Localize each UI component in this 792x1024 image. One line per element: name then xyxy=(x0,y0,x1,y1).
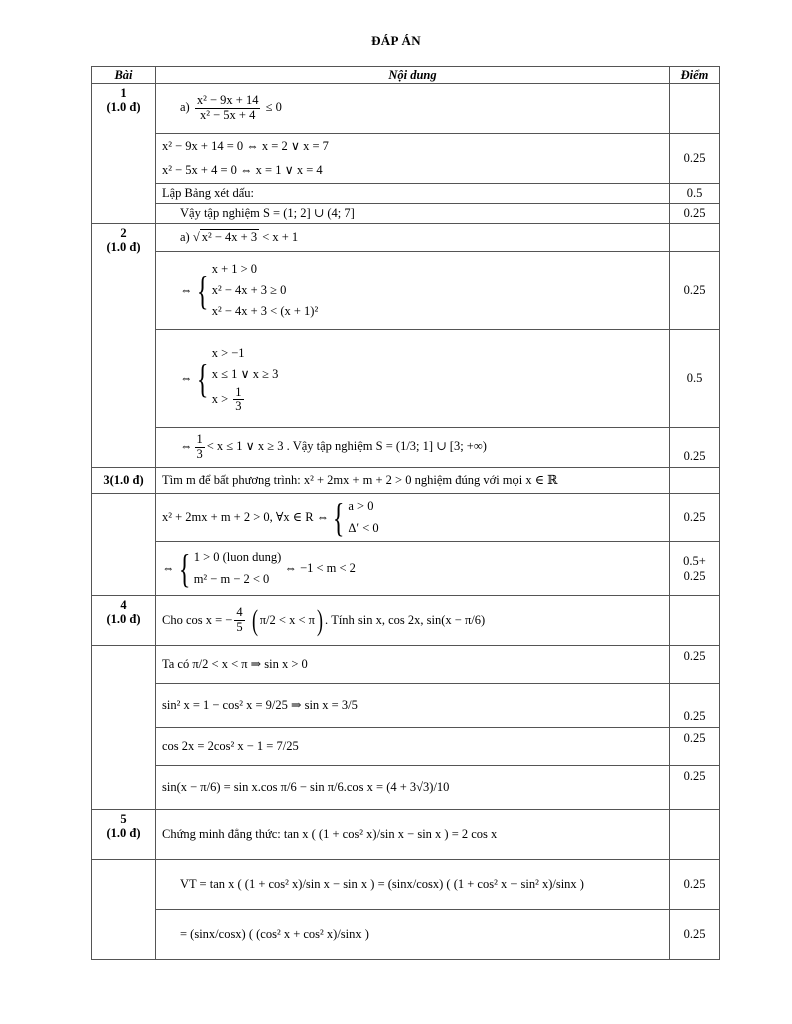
q1-row-roots: x² − 9x + 14 = 0 ⇔ x = 2 ∨ x = 7 x² − 5x + 4 = 0 ⇔ x = 1 ∨ x = 4 0.25 xyxy=(92,134,720,184)
q3-score-2: 0.5+ 0.25 xyxy=(670,542,720,596)
q1-score-2: 0.5 xyxy=(670,184,720,204)
q4-score-2: 0.25 xyxy=(670,684,720,728)
q2-row-prompt: 2 (1.0 đ) a) √ x² − 4x + 3 < x + 1 xyxy=(92,224,720,252)
q3-row-result: ⇔ { 1 > 0 (luon dung) m² − m − 2 < 0 ⇔ −1 < m < 2 0.5+ 0.25 xyxy=(92,542,720,596)
q4-row-sin: sin² x = 1 − cos² x = 9/25 ⇒ sin x = 3/5 0.25 xyxy=(92,684,720,728)
answer-table xyxy=(91,66,720,960)
q5-number: 5 (1.0 đ) xyxy=(92,810,156,860)
q1-score-3: 0.25 xyxy=(670,204,720,224)
q4-score-4: 0.25 xyxy=(670,766,720,810)
q4-row-sinshift: sin(x − π/6) = sin x.cos π/6 − sin π/6.cos x = (4 + 3√3)/10 0.25 xyxy=(92,766,720,810)
q5-row-simplify: = (sinx/cosx) ( (cos² x + cos² x)/sinx ) 0.25 xyxy=(92,910,720,960)
q4-score-3: 0.25 xyxy=(670,728,720,766)
q1-number: 1 (1.0 đ) xyxy=(92,84,156,224)
q4-row-cos2x: cos 2x = 2cos² x − 1 = 7/25 0.25 xyxy=(92,728,720,766)
q2-row-solution: ⇔ $\frac{1}{3}$ < x ≤ 1 ∨ x ≥ 3 . Vậy tập nghiệm S = (1/3; 1] ∪ [3; +∞) 0.25 xyxy=(92,428,720,468)
q4-row-sign: Ta có π/2 < x < π ⇒ sin x > 0 0.25 xyxy=(92,646,720,684)
q5-score-1: 0.25 xyxy=(670,860,720,910)
q2-row-system1 xyxy=(92,252,720,330)
q2-number: 2 (1.0 đ) xyxy=(92,224,156,468)
q3-row-prompt: 3(1.0 đ) Tìm m để bất phương trình: x² + 2mx + m + 2 > 0 nghiệm đúng với mọi x ∈ ℝ xyxy=(92,468,720,494)
q4-number: 4 (1.0 đ) xyxy=(92,596,156,646)
q3-number: 3(1.0 đ) xyxy=(92,468,156,494)
page-title: ĐÁP ÁN xyxy=(371,33,421,48)
q2-system-1: ⇔ { x + 1 > 0 x² − 4x + 3 ≥ 0 x² − 4x + 3 < (x + 1)² xyxy=(180,261,319,319)
q1-prompt: a) $\frac{\text{x² − 9x + 14}}{\text{x² − 5x + 4}}$ ≤ 0 xyxy=(156,84,670,134)
q4-score-1: 0.25 xyxy=(670,646,720,684)
q1-score-1: 0.25 xyxy=(670,134,720,184)
q5-row-vt: VT = tan x ( (1 + cos² x)/sin x − sin x ) = (sinx/cosx) ( (1 + cos² x − sin² x)/sinx ) 0.25 xyxy=(92,860,720,910)
q1-row-solution: Vậy tập nghiệm S = (1; 2] ∪ (4; 7] 0.25 xyxy=(92,204,720,224)
table-header xyxy=(92,67,720,84)
q2-score-1: 0.25 xyxy=(670,252,720,330)
q1-row-table: Lập Bảng xét dấu: 0.5 xyxy=(92,184,720,204)
header-diem: Điểm xyxy=(670,67,720,84)
q2-score-3: 0.25 xyxy=(670,428,720,468)
q1-row-prompt xyxy=(92,84,720,134)
q4-row-prompt: 4 (1.0 đ) Cho cos x = − $\frac{4}{5}$ ( π/2 < x < π) . Tính sin x, cos 2x, sin(x − π/6) xyxy=(92,596,720,646)
q5-row-prompt: 5 (1.0 đ) Chứng minh đẳng thức: tan x ( (1 + cos² x)/sin x − sin x ) = 2 cos x xyxy=(92,810,720,860)
q2-score-2: 0.5 xyxy=(670,330,720,428)
q2-row-system2 xyxy=(92,330,720,428)
q3-score-1: 0.25 xyxy=(670,494,720,542)
header-noidung: Nội dung xyxy=(156,67,670,84)
header-bai: Bài xyxy=(92,67,156,84)
q3-row-condition: x² + 2mx + m + 2 > 0, ∀x ∈ R ⇔ { a > 0 Δ′ < 0 0.25 xyxy=(92,494,720,542)
q2-system-2: ⇔ { x > −1 x ≤ 1 ∨ x ≥ 3 x > $\frac{1}{3}$ xyxy=(180,346,279,414)
q5-score-2: 0.25 xyxy=(670,910,720,960)
q1-fraction: $\frac{\text{x² − 9x + 14}}{\text{x² − 5x + 4}}$ xyxy=(196,93,259,122)
